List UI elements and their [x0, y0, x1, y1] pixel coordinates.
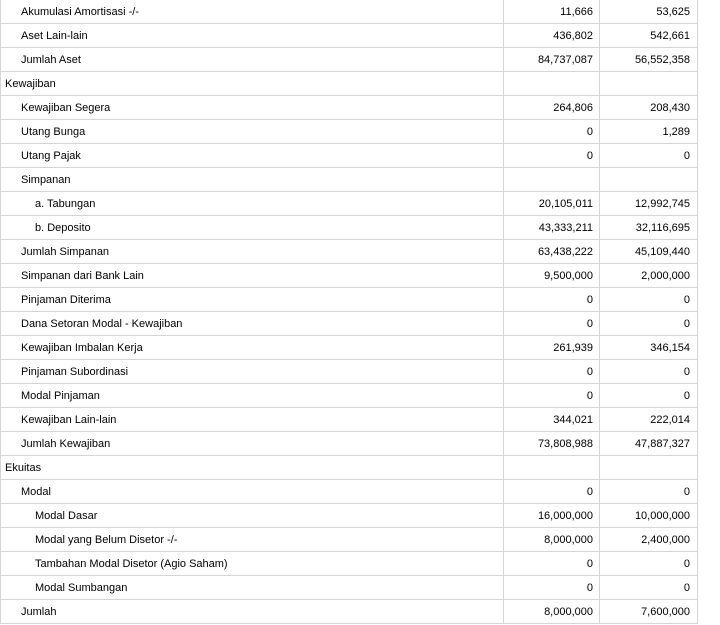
row-label: Jumlah Simpanan [21, 245, 110, 258]
table-row [1, 408, 697, 432]
row-value-col1: 73,808,988 [503, 432, 599, 455]
row-value-col2: 222,014 [599, 408, 697, 431]
table-row [1, 48, 697, 72]
row-label: Ekuitas [5, 461, 42, 474]
row-value-col1: 0 [503, 120, 599, 143]
row-value-col1: 0 [503, 360, 599, 383]
row-label: Simpanan dari Bank Lain [21, 269, 144, 282]
row-value-col1: 0 [503, 312, 599, 335]
row-label: Utang Pajak [21, 149, 81, 162]
row-value-col1: 8,000,000 [503, 600, 599, 623]
row-value-col1: 9,500,000 [503, 264, 599, 287]
row-label: Modal Dasar [35, 509, 98, 522]
row-label: Modal [21, 485, 51, 498]
table-row [1, 240, 697, 264]
row-value-col2 [599, 72, 697, 95]
row-value-col1 [503, 168, 599, 191]
row-value-col2: 32,116,695 [599, 216, 697, 239]
row-value-col1: 63,438,222 [503, 240, 599, 263]
table-row [1, 24, 697, 48]
row-value-col2: 56,552,358 [599, 48, 697, 71]
row-label: Kewajiban [5, 77, 56, 90]
row-value-col2: 2,000,000 [599, 264, 697, 287]
row-value-col1: 436,802 [503, 24, 599, 47]
row-value-col2: 0 [599, 288, 697, 311]
row-label: Pinjaman Diterima [21, 293, 111, 306]
row-value-col2: 10,000,000 [599, 504, 697, 527]
row-value-col1: 0 [503, 480, 599, 503]
row-value-col1: 43,333,211 [503, 216, 599, 239]
row-label: b. Deposito [35, 221, 91, 234]
row-value-col1: 344,021 [503, 408, 599, 431]
table-row [1, 528, 697, 552]
table-row [1, 0, 697, 24]
row-value-col1: 0 [503, 144, 599, 167]
row-label: Jumlah Aset [21, 53, 81, 66]
row-label: Aset Lain-lain [21, 29, 88, 42]
row-label: Modal Sumbangan [35, 581, 128, 594]
row-value-col2: 208,430 [599, 96, 697, 119]
row-label: Kewajiban Imbalan Kerja [21, 341, 143, 354]
row-value-col2: 7,600,000 [599, 600, 697, 623]
row-label: Akumulasi Amortisasi -/- [21, 5, 139, 18]
table-row [1, 480, 697, 504]
table-row [1, 312, 697, 336]
table-row [1, 120, 697, 144]
row-value-col2: 47,887,327 [599, 432, 697, 455]
row-value-col1: 84,737,087 [503, 48, 599, 71]
row-value-col2: 0 [599, 576, 697, 599]
table-row [1, 432, 697, 456]
row-value-col2: 0 [599, 312, 697, 335]
row-value-col2 [599, 456, 697, 479]
row-value-col1: 0 [503, 384, 599, 407]
row-value-col2: 0 [599, 360, 697, 383]
row-label: Kewajiban Lain-lain [21, 413, 117, 426]
table-row [1, 552, 697, 576]
row-value-col1: 20,105,011 [503, 192, 599, 215]
row-label: Modal yang Belum Disetor -/- [35, 533, 178, 546]
table-row [1, 144, 697, 168]
row-label: Simpanan [21, 173, 71, 186]
row-value-col2: 53,625 [599, 0, 697, 23]
row-value-col1: 11,666 [503, 0, 599, 23]
row-label: Tambahan Modal Disetor (Agio Saham) [35, 557, 228, 570]
row-value-col2: 346,154 [599, 336, 697, 359]
table-row [1, 384, 697, 408]
row-label: Utang Bunga [21, 125, 86, 138]
row-label: Kewajiban Segera [21, 101, 111, 114]
table-row [1, 264, 697, 288]
row-value-col1: 0 [503, 552, 599, 575]
row-value-col2: 45,109,440 [599, 240, 697, 263]
row-value-col2: 542,661 [599, 24, 697, 47]
row-value-col2: 1,289 [599, 120, 697, 143]
row-value-col1: 264,806 [503, 96, 599, 119]
row-label: Jumlah Kewajiban [21, 437, 111, 450]
row-value-col2: 2,400,000 [599, 528, 697, 551]
row-label: Jumlah [21, 605, 57, 618]
row-value-col1: 261,939 [503, 336, 599, 359]
row-value-col1: 8,000,000 [503, 528, 599, 551]
row-label: Dana Setoran Modal - Kewajiban [21, 317, 183, 330]
table-row [1, 600, 697, 624]
row-value-col2: 0 [599, 552, 697, 575]
row-value-col1: 16,000,000 [503, 504, 599, 527]
table-row [1, 288, 697, 312]
table-row [1, 360, 697, 384]
row-value-col2 [599, 168, 697, 191]
row-value-col2: 0 [599, 384, 697, 407]
table-row [1, 504, 697, 528]
row-label: a. Tabungan [35, 197, 96, 210]
row-value-col1: 0 [503, 576, 599, 599]
table-row [1, 168, 697, 192]
row-value-col1 [503, 456, 599, 479]
table-row [1, 216, 697, 240]
table-row [1, 72, 697, 96]
table-row [1, 96, 697, 120]
table-row [1, 192, 697, 216]
row-value-col2: 0 [599, 480, 697, 503]
row-value-col2: 12,992,745 [599, 192, 697, 215]
row-value-col2: 0 [599, 144, 697, 167]
table-row [1, 456, 697, 480]
row-label: Pinjaman Subordinasi [21, 365, 129, 378]
table-row [1, 576, 697, 600]
row-value-col1 [503, 72, 599, 95]
row-value-col1: 0 [503, 288, 599, 311]
table-row [1, 336, 697, 360]
row-label: Modal Pinjaman [21, 389, 100, 402]
